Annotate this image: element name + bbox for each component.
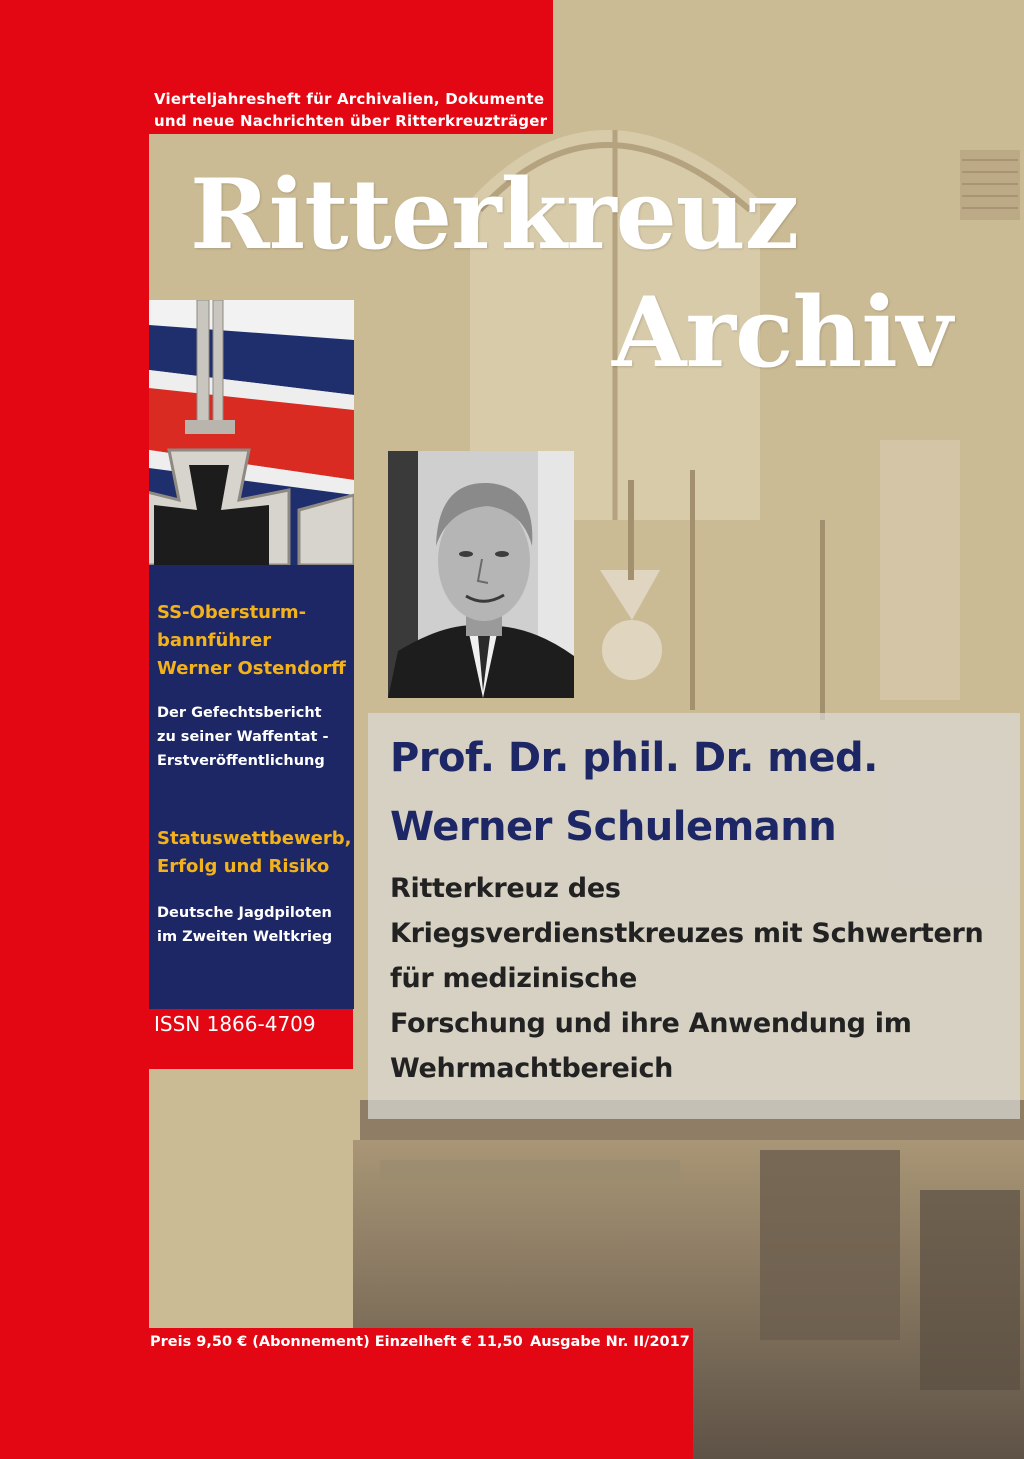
- masthead-title-line2: Archiv: [612, 276, 952, 389]
- issn-number: ISSN 1866-4709: [154, 1012, 316, 1036]
- sidebar-article1-subtitle-line2: zu seiner Waffentat -: [157, 729, 329, 745]
- sidebar-article1-heading-line1: SS-Obersturm-: [157, 602, 307, 623]
- sidebar-article2-heading-line2: Erfolg und Risiko: [157, 856, 330, 877]
- red-frame-left: [0, 0, 149, 1459]
- feature-name-line1: Prof. Dr. phil. Dr. med.: [390, 735, 878, 781]
- sidebar-article2-heading-line1: Statuswettbewerb,: [157, 828, 352, 849]
- issue-number: Ausgabe Nr. II/2017: [530, 1334, 690, 1350]
- sidebar-article1-subtitle-line3: Erstveröffentlichung: [157, 753, 325, 769]
- portrait-photo: [388, 451, 574, 698]
- feature-description-line2: Kriegsverdienstkreuzes mit Schwertern: [390, 918, 984, 949]
- header-tagline-line1: Vierteljahresheft für Archivalien, Dokumente: [154, 90, 545, 108]
- masthead-title-line1: Ritterkreuz: [190, 158, 799, 271]
- feature-description-line3: für medizinische: [390, 963, 637, 994]
- price-info: Preis 9,50 € (Abonnement) Einzelheft € 11,50: [150, 1334, 523, 1350]
- sidebar-article1-subtitle-line1: Der Gefechtsbericht: [157, 705, 322, 721]
- sidebar-article1-heading-line2: bannführer: [157, 630, 272, 651]
- knights-cross-medal-image: [149, 300, 354, 565]
- sidebar-article2-subtitle-line1: Deutsche Jagdpiloten: [157, 905, 332, 921]
- feature-description-line1: Ritterkreuz des: [390, 873, 621, 904]
- feature-name-line2: Werner Schulemann: [390, 804, 837, 850]
- header-tagline-line2: und neue Nachrichten über Ritterkreuzträger: [154, 112, 548, 130]
- sidebar-article2-subtitle-line2: im Zweiten Weltkrieg: [157, 929, 333, 945]
- sidebar-article1-heading-line3: Werner Ostendorff: [157, 658, 346, 679]
- feature-description-line5: Wehrmachtbereich: [390, 1053, 674, 1084]
- feature-description-line4: Forschung und ihre Anwendung im: [390, 1008, 912, 1039]
